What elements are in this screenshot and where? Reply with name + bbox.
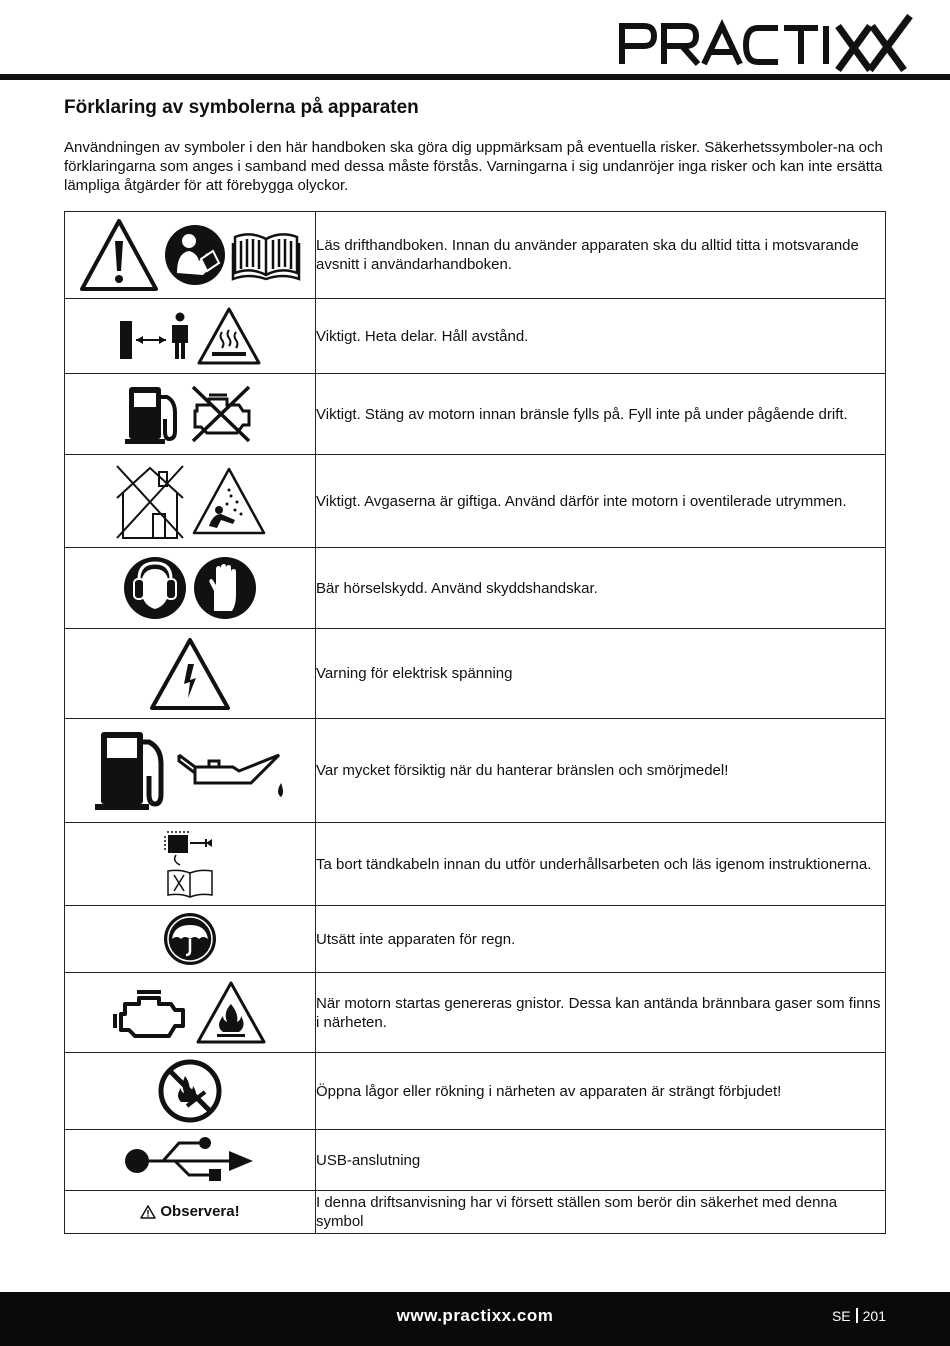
- no-open-flame-icon: [157, 1058, 223, 1124]
- table-row: [65, 455, 886, 548]
- usb-icon: [123, 1135, 257, 1185]
- table-row: [65, 973, 886, 1053]
- gloves-icon: [192, 555, 258, 621]
- table-row: [65, 1130, 886, 1191]
- observera-label-wrap: [140, 1203, 239, 1220]
- icon-cell: [65, 906, 316, 973]
- table-row: [65, 374, 886, 455]
- fuel-pump-icon: [93, 728, 171, 814]
- table-row: [65, 299, 886, 374]
- description-cell: Läs drifthandboken. Innan du använder apparaten ska du alltid titta i motsvarande avsnitt i användarhandboken.: [316, 212, 886, 299]
- header-rule: [0, 74, 950, 80]
- description-cell: Öppna lågor eller rökning i närheten av apparaten är strängt förbjudet!: [316, 1053, 886, 1130]
- fuel-pump-icon: [125, 383, 183, 445]
- icon-cell: [65, 629, 316, 719]
- house-crossed-icon: [113, 462, 187, 540]
- table-row: [65, 1053, 886, 1130]
- page-separator: [856, 1308, 858, 1323]
- table-row: [65, 906, 886, 973]
- observera-label: Observera!: [160, 1203, 240, 1220]
- umbrella-icon: [162, 911, 218, 967]
- description-cell: Utsätt inte apparaten för regn.: [316, 906, 886, 973]
- icon-cell: [65, 719, 316, 823]
- icon-cell: [65, 455, 316, 548]
- description-cell: När motorn startas genereras gnistor. Dessa kan antända brännbara gaser som finns i närheten.: [316, 973, 886, 1053]
- icon-cell: [65, 1191, 316, 1234]
- page-number-value: 201: [862, 1308, 886, 1324]
- warning-triangle-icon: [79, 217, 159, 293]
- description-cell: Bär hörselskydd. Använd skyddshandskar.: [316, 548, 886, 629]
- page-title: Förklaring av symbolerna på apparaten: [64, 97, 419, 118]
- toxic-fumes-icon: [191, 466, 267, 536]
- spark-plug-manual-icon: [162, 829, 218, 899]
- practixx-logo: [618, 14, 914, 74]
- engine-crossed-icon: [187, 383, 255, 445]
- warning-small-icon: [140, 1205, 156, 1219]
- description-cell: Varning för elektrisk spänning: [316, 629, 886, 719]
- table-row: [65, 548, 886, 629]
- footer-url[interactable]: www.practixx.com: [396, 1306, 554, 1325]
- description-cell: Viktigt. Avgaserna är giftiga. Använd därför inte motorn i oventilerade utrymmen.: [316, 455, 886, 548]
- hot-surface-icon: [196, 306, 262, 366]
- icon-cell: [65, 299, 316, 374]
- ear-protection-icon: [122, 555, 188, 621]
- description-cell: Ta bort tändkabeln innan du utför underhållsarbeten och läs igenom instruktionerna.: [316, 823, 886, 906]
- table-row: [65, 823, 886, 906]
- page-number: [832, 1308, 886, 1324]
- symbol-table: [64, 211, 886, 1234]
- description-cell: Viktigt. Stäng av motorn innan bränsle fylls på. Fyll inte på under pågående drift.: [316, 374, 886, 455]
- description-cell: Var mycket försiktig när du hanterar bränslen och smörjmedel!: [316, 719, 886, 823]
- icon-cell: [65, 1053, 316, 1130]
- icon-cell: [65, 374, 316, 455]
- keep-distance-icon: [118, 311, 192, 361]
- table-row: [65, 629, 886, 719]
- language-code: SE: [831, 1308, 851, 1324]
- description-cell: USB-anslutning: [316, 1130, 886, 1191]
- open-book-icon: [231, 229, 301, 281]
- icon-cell: [65, 823, 316, 906]
- footer: [0, 1292, 950, 1346]
- oil-can-icon: [175, 741, 287, 801]
- read-manual-icon: [163, 223, 227, 287]
- table-row: [65, 719, 886, 823]
- engine-icon: [113, 984, 191, 1042]
- description-cell: I denna driftsanvisning har vi försett ställen som berör din säkerhet med denna symbol: [316, 1191, 886, 1234]
- icon-cell: [65, 548, 316, 629]
- icon-cell: [65, 973, 316, 1053]
- flammable-icon: [195, 980, 267, 1046]
- table-row: [65, 1191, 886, 1234]
- description-cell: Viktigt. Heta delar. Håll avstånd.: [316, 299, 886, 374]
- table-row: [65, 212, 886, 299]
- intro-paragraph: Användningen av symboler i den här handboken ska göra dig uppmärksam på eventuella risker. Säkerhetssymboler-na och förklaringarna som anges i samband med dessa måste förstås. Varningarna i sig undanröjer inga risker och kan inte ersätta lämpliga åtgärder för att förebygga olyckor.: [64, 139, 883, 194]
- icon-cell: [65, 1130, 316, 1191]
- electric-hazard-icon: [148, 636, 232, 712]
- icon-cell: [65, 212, 316, 299]
